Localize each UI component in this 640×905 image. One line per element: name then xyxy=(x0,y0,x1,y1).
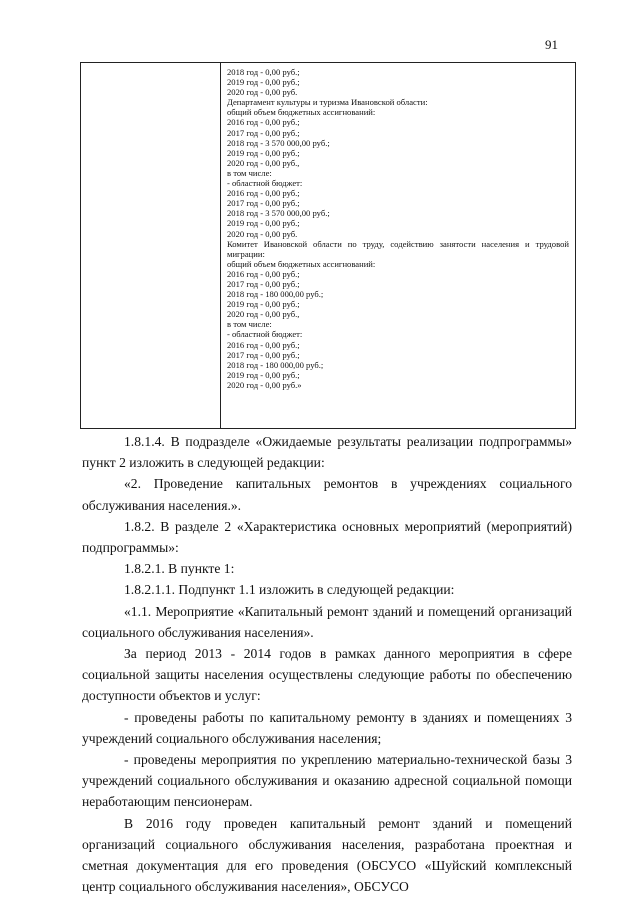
table-line: 2018 год - 180 000,00 руб.; xyxy=(227,289,324,300)
table-line: Департамент культуры и туризма Ивановской области: xyxy=(227,97,428,108)
paragraph: - проведены мероприятия по укреплению материально-технической базы 3 учреждений социального обслуживания и оказанию адресной социальной помощи неработающим пенсионерам. xyxy=(82,752,572,810)
table-line: 2018 год - 3 570 000,00 руб.; xyxy=(227,137,330,148)
budget-table xyxy=(80,62,576,429)
table-line: 2020 год - 0,00 руб., xyxy=(227,309,300,320)
table-line: 2018 год - 3 570 000,00 руб.; xyxy=(227,208,330,219)
paragraph: «1.1. Мероприятие «Капитальный ремонт зданий и помещений организаций социального обслуживания населения». xyxy=(82,603,572,640)
table-line: 2020 год - 0,00 руб.» xyxy=(227,379,302,390)
table-column-divider xyxy=(220,63,221,428)
table-line: 2017 год - 0,00 руб.; xyxy=(227,198,300,209)
table-line: 2018 год - 180 000,00 руб.; xyxy=(227,359,324,370)
table-line: в том числе: xyxy=(227,319,272,330)
page-number: 91 xyxy=(545,37,558,52)
table-line: 2020 год - 0,00 руб. xyxy=(227,87,298,98)
paragraph: 1.8.2.1. В пункте 1: xyxy=(124,561,235,577)
table-line: 2017 год - 0,00 руб.; xyxy=(227,349,300,360)
table-line: 2017 год - 0,00 руб.; xyxy=(227,127,300,138)
table-line: 2016 год - 0,00 руб.; xyxy=(227,339,300,350)
paragraph: В 2016 году проведен капитальный ремонт зданий и помещений организаций социального обслуживания населения, разработана проектная и сметная документация для его проведения (ОБСУСО «Шуйский комплексный центр социального обслуживания населения», ОБСУСО xyxy=(82,815,572,895)
table-line: 2019 год - 0,00 руб.; xyxy=(227,369,300,380)
table-line: 2019 год - 0,00 руб.; xyxy=(227,147,300,158)
table-line: - областной бюджет: xyxy=(227,329,303,340)
table-line: Комитет Ивановской области по труду, содействию занятости населения и трудовой миграции: xyxy=(227,238,569,259)
document-body xyxy=(82,431,572,897)
table-line: 2019 год - 0,00 руб.; xyxy=(227,299,300,310)
table-line: 2019 год - 0,00 руб.; xyxy=(227,77,300,88)
table-line: 2020 год - 0,00 руб. xyxy=(227,228,298,239)
table-line: 2019 год - 0,00 руб.; xyxy=(227,218,300,229)
table-line: 2016 год - 0,00 руб.; xyxy=(227,268,300,279)
paragraph: «2. Проведение капитальных ремонтов в учреждениях социального обслуживания населения.». xyxy=(82,476,572,513)
table-cell-funding xyxy=(227,67,569,390)
table-line: общий объем бюджетных ассигнований: xyxy=(227,258,376,269)
table-line: 2016 год - 0,00 руб.; xyxy=(227,117,300,128)
table-line: 2020 год - 0,00 руб., xyxy=(227,157,300,168)
table-line: в том числе: xyxy=(227,167,272,178)
paragraph: 1.8.1.4. В подразделе «Ожидаемые результаты реализации подпрограммы» пункт 2 изложить в следующей редакции: xyxy=(82,434,572,471)
table-line: 2017 год - 0,00 руб.; xyxy=(227,278,300,289)
paragraph: 1.8.2.1.1. Подпункт 1.1 изложить в следующей редакции: xyxy=(124,582,455,598)
paragraph: 1.8.2. В разделе 2 «Характеристика основных мероприятий (мероприятий) подпрограммы»: xyxy=(82,518,572,556)
paragraph: - проведены работы по капитальному ремонту в зданиях и помещениях 3 учреждений социального обслуживания населения; xyxy=(82,709,572,746)
table-line: - областной бюджет: xyxy=(227,178,303,189)
table-line: 2018 год - 0,00 руб.; xyxy=(227,67,300,77)
table-line: общий объем бюджетных ассигнований: xyxy=(227,107,376,118)
table-line: 2016 год - 0,00 руб.; xyxy=(227,188,300,199)
paragraph: За период 2013 - 2014 годов в рамках данного мероприятия в сфере социальной защиты населения осуществлены следующие работы по обеспечению доступности объектов и услуг: xyxy=(82,646,572,704)
